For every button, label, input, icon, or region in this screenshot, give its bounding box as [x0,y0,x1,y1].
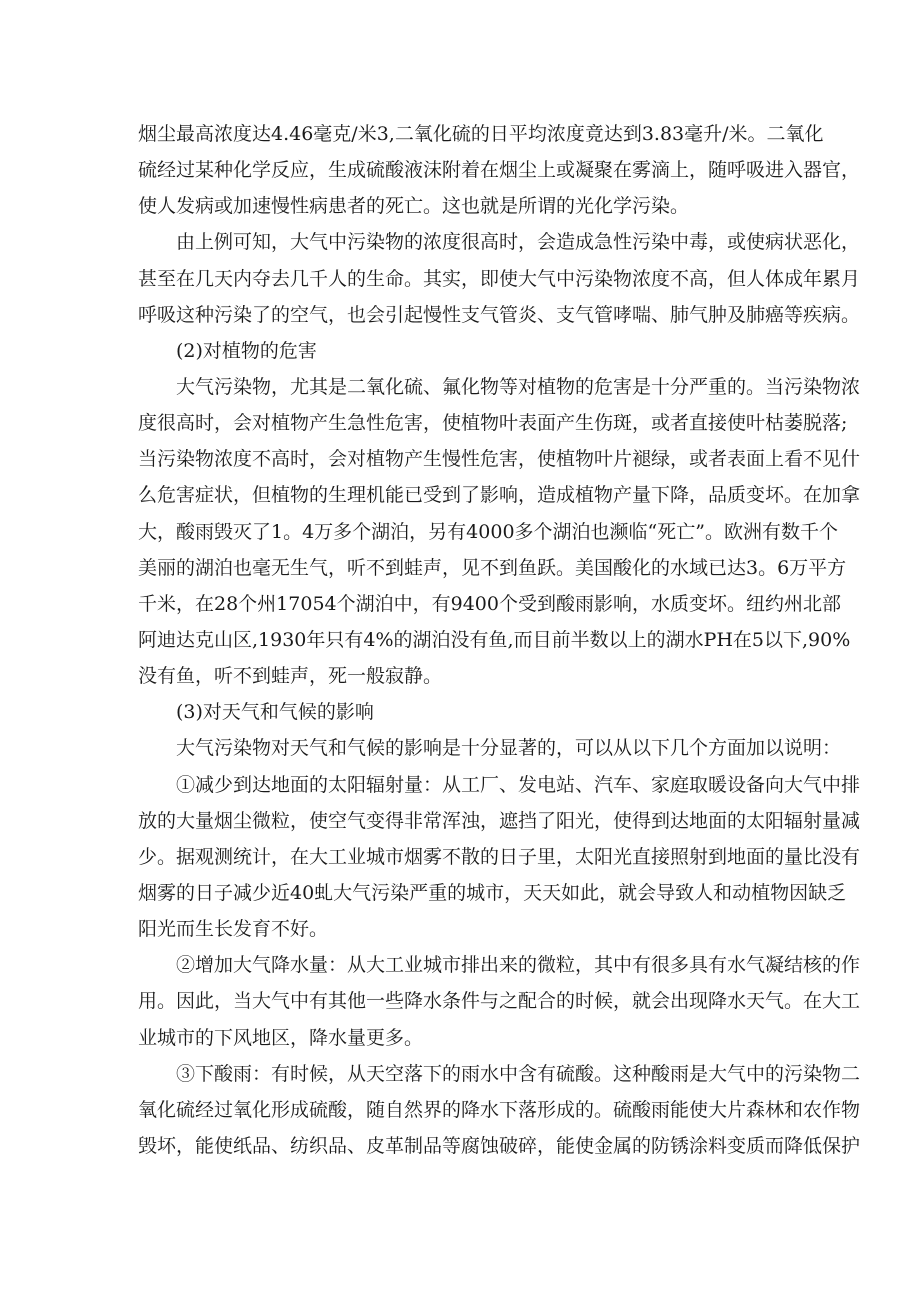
text-line: 氧化硫经过氧化形成硫酸，随自然界的降水下落形成的。硫酸雨能使大片森林和农作物 [138,1098,861,1121]
text-line: 使人发病或加速慢性病患者的死亡。这也就是所谓的光化学污染。 [138,195,690,218]
text-line: 度很高时，会对植物产生急性危害，使植物叶表面产生伤斑，或者直接使叶枯萎脱落; [138,412,848,435]
text-line: 呼吸这种污染了的空气，也会引起慢性支气管炎、支气管哮喘、肺气肿及肺癌等疾病。 [138,303,861,326]
text-line: 毁坏，能使纸品、纺织品、皮革制品等腐蚀破碎，能使金属的防锈涂料变质而降低保护 [138,1134,861,1157]
text-line: 甚至在几天内夺去几千人的生命。其实，即使大气中污染物浓度不高，但人体成年累月 [138,267,861,290]
text-line: ②增加大气降水量：从大工业城市排出来的微粒，其中有很多具有水气凝结核的作 [176,954,861,977]
text-line: 业城市的下风地区，降水量更多。 [138,1026,424,1049]
section-heading: (2)对植物的危害 [176,339,317,362]
text-line: 由上例可知，大气中污染物的浓度很高时，会造成急性污染中毒，或使病状恶化， [176,231,861,254]
text-line: 美丽的湖泊也毫无生气，听不到蛙声，见不到鱼跃。美国酸化的水域已达3。6万平方 [138,556,847,579]
text-line: 大气污染物对天气和气候的影响是十分显著的，可以从以下几个方面加以说明： [176,737,842,760]
text-line: 千米，在28个州17054个湖泊中，有9400个受到酸雨影响，水质变坏。纽约州北部 [138,592,841,615]
text-line: 阳光而生长发育不好。 [138,918,329,941]
text-line: 没有鱼，听不到蛙声，死一般寂静。 [138,665,443,688]
text-line: 么危害症状，但植物的生理机能已受到了影响，造成植物产量下降，品质变坏。在加拿 [138,484,861,507]
text-line: 阿迪达克山区,1930年只有4%的湖泊没有鱼,而目前半数以上的湖水PH在5以下,90% [138,628,851,651]
text-line: 烟雾的日子减少近40虬大气污染严重的城市，天天如此，就会导致人和动植物因缺乏 [138,881,847,904]
text-line: 烟尘最高浓度达4.46毫克/米3,二氧化硫的日平均浓度竟达到3.83毫升/米。二氧化 [138,123,824,145]
document-page [138,116,861,1164]
text-line: 当污染物浓度不高时，会对植物产生慢性危害，使植物叶片褪绿，或者表面上看不见什 [138,448,861,471]
text-line: 放的大量烟尘微粒，使空气变得非常浑浊，遮挡了阳光，使得到达地面的太阳辐射量减 [138,809,861,832]
text-line: 大气污染物，尤其是二氧化硫、氟化物等对植物的危害是十分严重的。当污染物浓 [176,375,861,398]
text-line: 用。因此，当大气中有其他一些降水条件与之配合的时候，就会出现降水天气。在大工 [138,990,861,1013]
text-line: 硫经过某种化学反应，生成硫酸液沫附着在烟尘上或凝聚在雾滴上，随呼吸进入器官， [138,159,861,182]
text-line: 大，酸雨毁灭了1。4万多个湖泊，另有4000多个湖泊也濒临“死亡”。欧洲有数千个 [138,520,838,543]
text-line: 少。据观测统计，在大工业城市烟雾不散的日子里，太阳光直接照射到地面的量比没有 [138,845,861,868]
text-line: ①减少到达地面的太阳辐射量：从工厂、发电站、汽车、家庭取暖设备向大气中排 [176,773,861,796]
section-heading: (3)对天气和气候的影响 [176,701,374,724]
text-line: ③下酸雨：有时候，从天空落下的雨水中含有硫酸。这种酸雨是大气中的污染物二 [176,1062,861,1085]
